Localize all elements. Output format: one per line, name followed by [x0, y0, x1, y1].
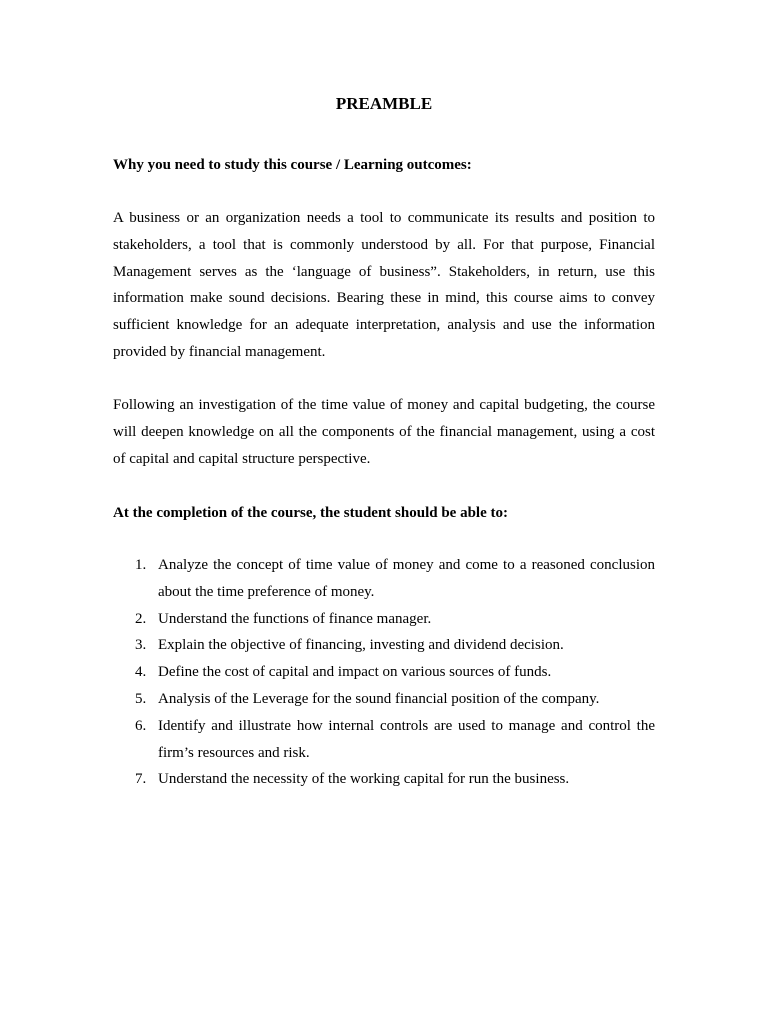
- followup-paragraph: Following an investigation of the time value of money and capital budgeting, the course will deepen knowledge on all the components of the financial management, using a cost of capital and capital structure perspective.: [113, 397, 655, 467]
- outcome-text: Analyze the concept of time value of money and come to a reasoned conclusion about the time preference of money.: [158, 557, 655, 600]
- outcome-number: 5.: [135, 690, 147, 707]
- outcomes-heading: At the completion of the course, the student should be able to:: [113, 505, 508, 521]
- outcome-item: [113, 686, 655, 713]
- outcome-number: 7.: [135, 771, 147, 788]
- outcome-text: Understand the functions of finance manager.: [158, 610, 432, 627]
- outcome-item: [113, 552, 655, 606]
- outcome-text: Identify and illustrate how internal controls are used to manage and control the firm’s resources and risk.: [158, 717, 655, 761]
- outcome-item: [113, 659, 655, 686]
- outcome-number: 6.: [135, 717, 147, 734]
- outcome-item: [113, 632, 655, 659]
- intro-paragraph: A business or an organization needs a tool to communicate its results and position to stakeholders, a tool that is commonly understood by all. For that purpose, Financial Management serves as the ‘language of business”. Stakeholders, in return, use this information make sound decisions. Bearing these in mind, this course aims to convey sufficient knowledge for an adequate interpretation, analysis and use the information provided by financial management.: [113, 210, 655, 360]
- outcome-item: [113, 713, 655, 767]
- outcome-item: [113, 606, 655, 633]
- outcome-number: 3.: [135, 637, 147, 654]
- outcome-number: 1.: [135, 557, 147, 573]
- outcome-text: Define the cost of capital and impact on various sources of funds.: [158, 664, 552, 681]
- outcome-text: Analysis of the Leverage for the sound financial position of the company.: [158, 690, 600, 707]
- outcome-text: Understand the necessity of the working capital for run the business.: [158, 771, 570, 788]
- outcomes-list: [113, 552, 655, 793]
- outcome-number: 2.: [135, 610, 147, 627]
- outcome-number: 4.: [135, 664, 147, 681]
- page-title: PREAMBLE: [335, 94, 433, 113]
- section-heading: Why you need to study this course / Learning outcomes:: [113, 157, 472, 173]
- outcome-text: Explain the objective of financing, investing and dividend decision.: [158, 637, 564, 654]
- outcome-item: [113, 766, 655, 793]
